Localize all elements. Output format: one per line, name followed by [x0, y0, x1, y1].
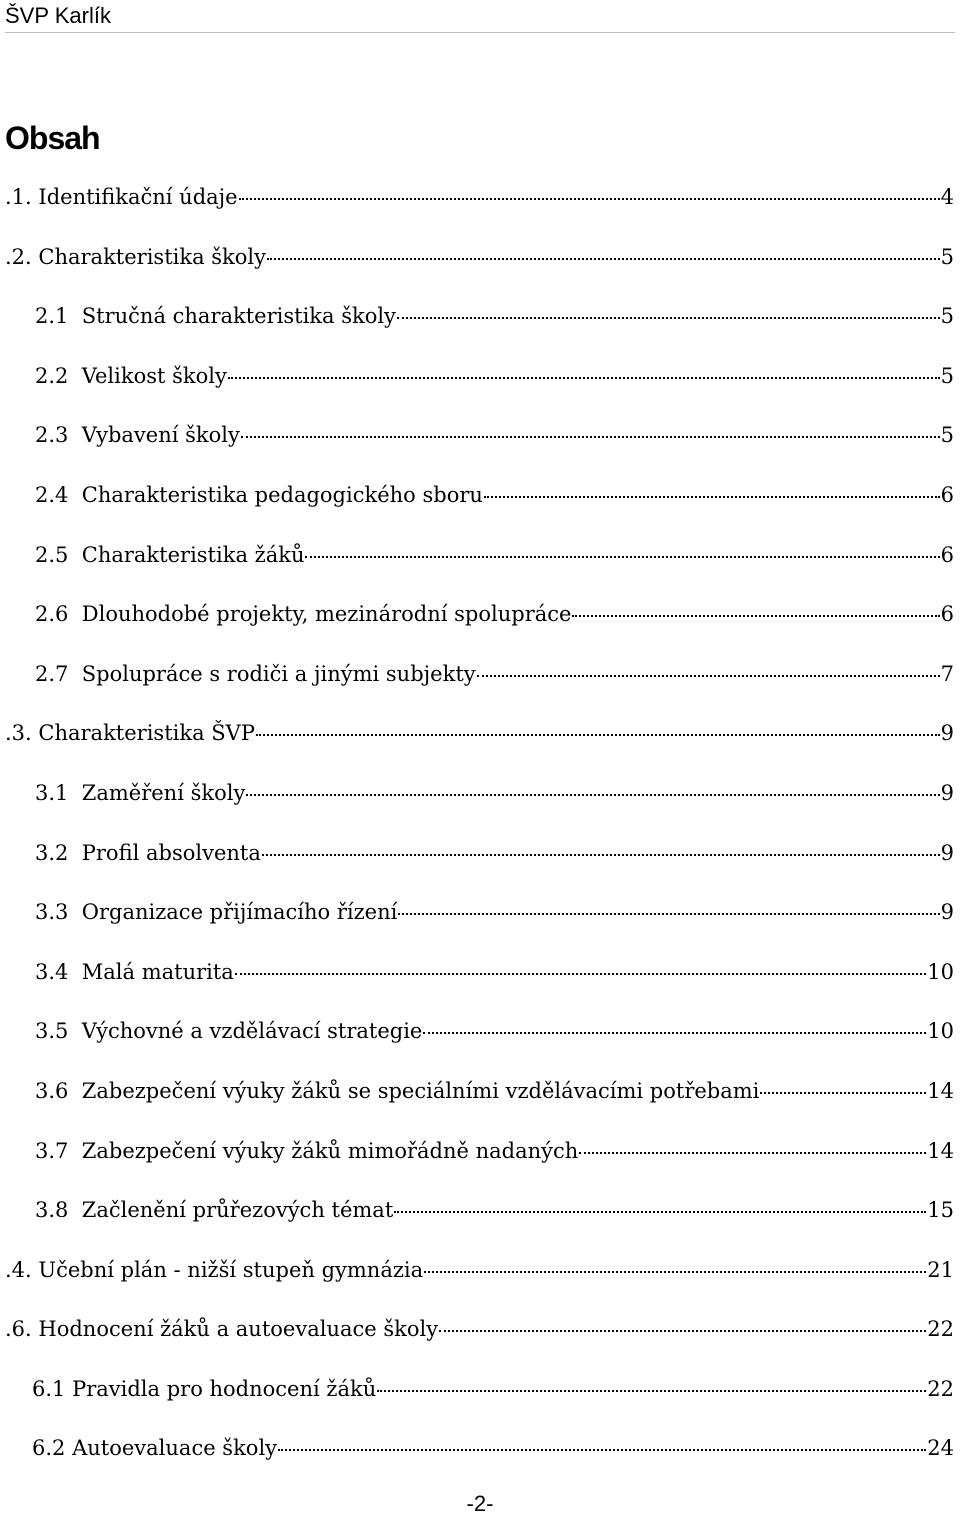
toc-entry-title: Zaměření školy [81, 780, 246, 805]
toc-entry-page: 6 [940, 482, 954, 507]
toc-entry-page: 9 [940, 840, 954, 865]
toc-entry[interactable] [0, 1189, 960, 1249]
toc-entry-title: Organizace přijímacího řízení [81, 900, 398, 925]
toc-entry[interactable] [0, 414, 960, 474]
toc-heading: Obsah [5, 120, 100, 156]
toc-dot-leader [228, 351, 940, 379]
toc-entry-number: 2.5 [35, 542, 69, 567]
toc-entry-number: 6.2 [32, 1436, 66, 1461]
toc-entry-number: 3.1 [35, 780, 69, 805]
toc-entry-title: Učební plán - nižší stupeň gymnázia [38, 1257, 424, 1282]
toc-entry[interactable] [0, 1010, 960, 1070]
toc-entry[interactable] [0, 712, 960, 772]
toc-entry-page: 9 [940, 900, 954, 925]
header-divider [5, 32, 955, 33]
toc-entry-page: 5 [940, 363, 954, 388]
toc-entry-number: 2.1 [35, 304, 69, 329]
toc-entry-number: .4. [5, 1257, 32, 1282]
toc-entry[interactable] [0, 1130, 960, 1190]
toc-dot-leader [262, 828, 940, 856]
toc-entry-page: 14 [927, 1078, 954, 1103]
toc-entry-number: 3.7 [35, 1138, 69, 1163]
toc-entry[interactable] [0, 772, 960, 832]
toc-entry-page: 5 [940, 423, 954, 448]
toc-entry-page: 22 [927, 1376, 954, 1401]
page-header: ŠVP Karlík [5, 3, 111, 28]
toc-dot-leader [377, 1364, 926, 1392]
toc-entry[interactable] [0, 1368, 960, 1428]
page-number: -2- [466, 1491, 494, 1516]
toc-entry-number: 2.7 [35, 661, 69, 686]
toc-entry-number: 3.6 [35, 1078, 69, 1103]
toc-entry-title: Zabezpečení výuky žáků mimořádně nadaných [81, 1138, 579, 1163]
toc-entry-page: 14 [927, 1138, 954, 1163]
toc-entry-page: 5 [940, 244, 954, 269]
toc-entry-page: 21 [927, 1257, 954, 1282]
toc-dot-leader [398, 887, 939, 915]
toc-dot-leader [241, 410, 940, 438]
toc-entry-title: Pravidla pro hodnocení žáků [72, 1376, 377, 1401]
toc-entry-number: 3.5 [35, 1019, 69, 1044]
toc-entry-title: Autoevaluace školy [72, 1436, 278, 1461]
toc-entry-title: Charakteristika žáků [81, 542, 305, 567]
toc-entry-number: .3. [5, 721, 32, 746]
toc-dot-leader [267, 232, 940, 260]
toc-entry[interactable] [0, 176, 960, 236]
toc-entry-title: Začlenění průřezových témat [81, 1198, 394, 1223]
toc-entry-number: 3.3 [35, 900, 69, 925]
toc-entry-number: .2. [5, 244, 32, 269]
toc-entry-page: 10 [927, 959, 954, 984]
toc-entry-number: 2.4 [35, 482, 69, 507]
toc-entry[interactable] [0, 295, 960, 355]
toc-entry-page: 6 [940, 602, 954, 627]
toc-entry-page: 9 [940, 721, 954, 746]
toc-dot-leader [397, 291, 940, 319]
toc-dot-leader [760, 1066, 926, 1094]
toc-dot-leader [278, 1423, 926, 1451]
toc-entry[interactable] [0, 593, 960, 653]
toc-entry-title: Vybavení školy [81, 423, 240, 448]
toc-dot-leader [246, 768, 939, 796]
toc-entry-title: Spolupráce s rodiči a jinými subjekty [81, 661, 476, 686]
toc-entry[interactable] [0, 891, 960, 951]
toc-dot-leader [572, 589, 939, 617]
toc-entry-title: Identifikační údaje [38, 185, 238, 209]
toc-entry[interactable] [0, 832, 960, 892]
toc-entry-title: Charakteristika pedagogického sboru [81, 482, 483, 507]
toc-entry-number: 2.2 [35, 363, 69, 388]
toc-entry-number: 3.8 [35, 1198, 69, 1223]
toc-entry-title: Velikost školy [81, 363, 227, 388]
toc-entry-number: 2.3 [35, 423, 69, 448]
toc-entry[interactable] [0, 1070, 960, 1130]
toc-entry-number: 2.6 [35, 602, 69, 627]
toc-dot-leader [394, 1185, 926, 1213]
toc-entry-number: 6.1 [32, 1376, 66, 1401]
toc-entry-number: .6. [5, 1317, 32, 1342]
toc-dot-leader [424, 1245, 926, 1273]
toc-entry[interactable] [0, 1249, 960, 1309]
toc-entry-number: 3.4 [35, 959, 69, 984]
toc-entry-number: 3.2 [35, 840, 69, 865]
toc-entry[interactable] [0, 1308, 960, 1368]
toc-entry-page: 10 [927, 1019, 954, 1044]
toc-entry[interactable] [0, 1427, 960, 1487]
toc-entry-page: 22 [927, 1317, 954, 1342]
toc-dot-leader [256, 708, 940, 736]
toc-entry-page: 6 [940, 542, 954, 567]
toc-entry-number: .1. [5, 185, 32, 209]
toc-entry[interactable] [0, 534, 960, 594]
toc-entry-title: Hodnocení žáků a autoevaluace školy [38, 1317, 439, 1342]
toc-entry-title: Malá maturita [81, 959, 234, 984]
toc-entry-page: 4 [940, 185, 954, 209]
toc-entry[interactable] [0, 474, 960, 534]
toc-dot-leader [239, 172, 940, 200]
toc-entry[interactable] [0, 653, 960, 713]
toc-entry-page: 24 [927, 1436, 954, 1461]
toc-dot-leader [235, 947, 926, 975]
toc-dot-leader [579, 1126, 926, 1154]
toc-entry[interactable] [0, 355, 960, 415]
toc-entry-page: 15 [927, 1198, 954, 1223]
toc-entry-title: Výchovné a vzdělávací strategie [81, 1019, 423, 1044]
toc-entry-title: Dlouhodobé projekty, mezinárodní spolupráce [81, 602, 572, 627]
toc-dot-leader [484, 470, 940, 498]
toc-dot-leader [305, 530, 939, 558]
toc-entry-title: Zabezpečení výuky žáků se speciálními vzdělávacími potřebami [81, 1078, 760, 1103]
toc-entry[interactable] [0, 951, 960, 1011]
toc-entry-page: 5 [940, 304, 954, 329]
toc-entry-page: 9 [940, 780, 954, 805]
toc-entry-title: Stručná charakteristika školy [81, 304, 396, 329]
toc-entry[interactable] [0, 236, 960, 296]
toc-dot-leader [439, 1304, 926, 1332]
toc-entry-title: Profil absolventa [81, 840, 261, 865]
toc-dot-leader [477, 649, 940, 677]
toc-entry-title: Charakteristika školy [38, 244, 267, 269]
toc-entry-title: Charakteristika ŠVP [38, 721, 255, 746]
toc-entry-page: 7 [940, 661, 954, 686]
toc-dot-leader [423, 1006, 926, 1034]
table-of-contents [0, 176, 960, 1487]
